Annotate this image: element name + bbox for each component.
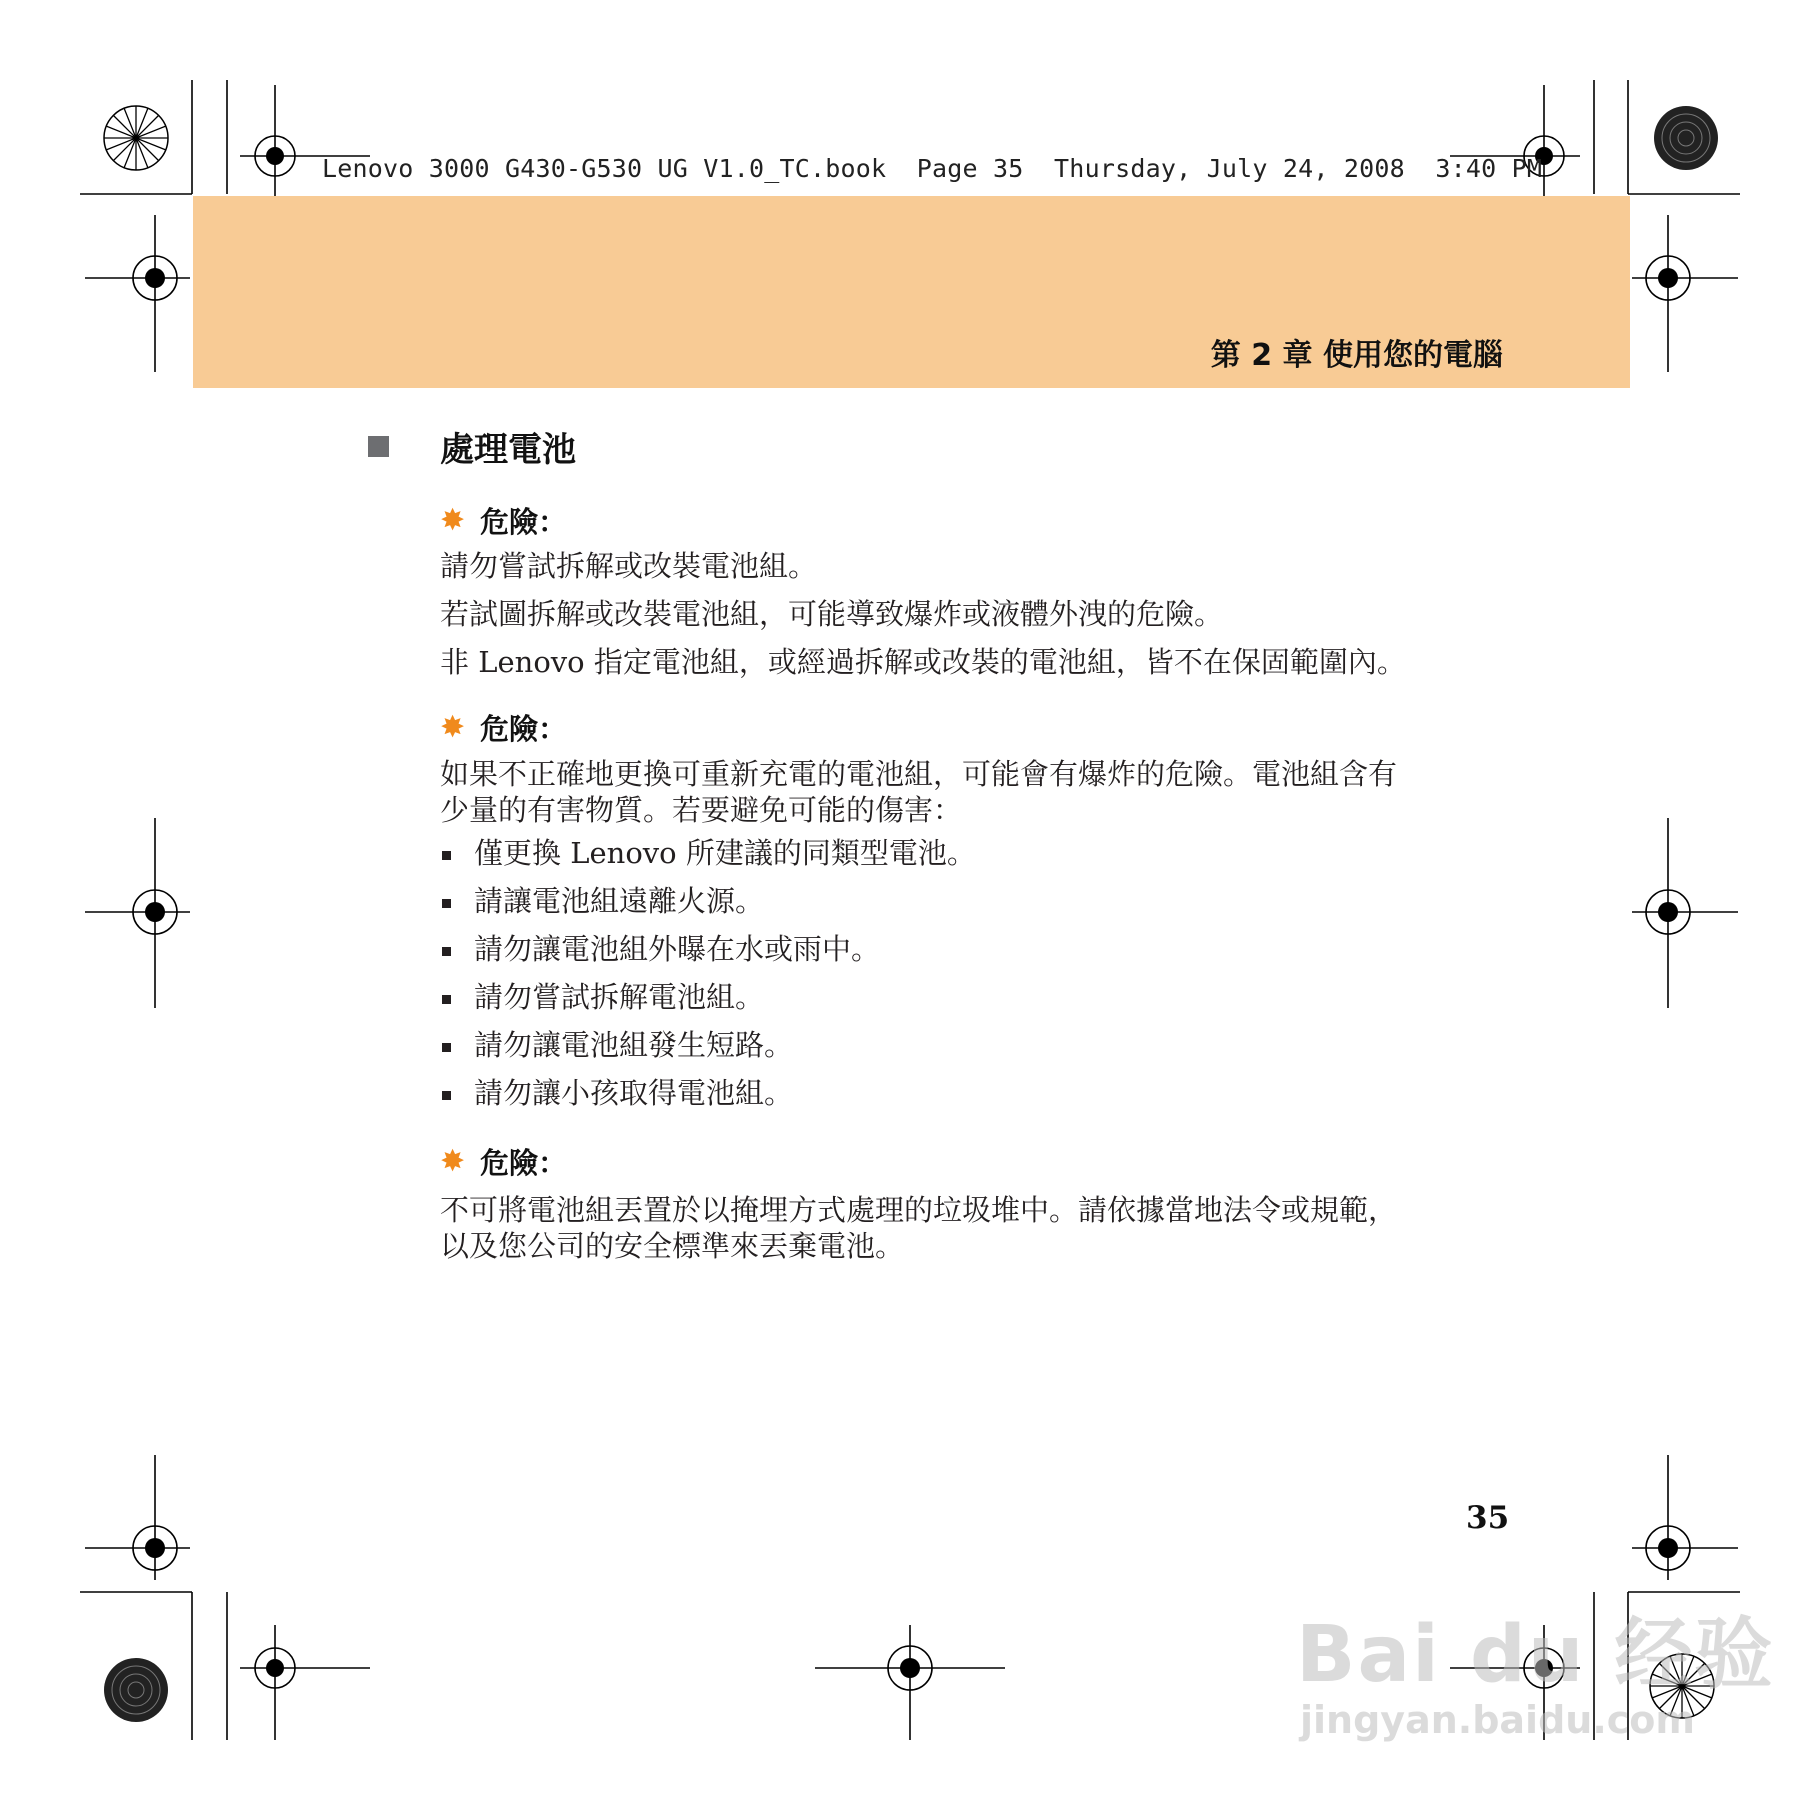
- asterisk-star-icon: ✸: [440, 710, 466, 745]
- section-title: 處理電池: [440, 430, 576, 470]
- danger-label: 危險：: [480, 712, 568, 746]
- list-item-text: 僅更換 Lenovo 所建議的同類型電池。: [474, 836, 976, 870]
- list-item-text: 請勿嘗試拆解電池組。: [474, 980, 765, 1014]
- list-item: [440, 883, 1520, 931]
- page-number: 35: [1466, 1500, 1510, 1536]
- list-item: [440, 1075, 1520, 1123]
- watermark-logo: Bai du 经验: [1296, 1610, 1775, 1700]
- list-item-text: 請讓電池組遠離火源。: [474, 884, 765, 918]
- list-item-text: 請勿讓電池組外曝在水或雨中。: [474, 932, 881, 966]
- danger-heading: [440, 500, 567, 541]
- square-bullet-icon: [442, 851, 451, 860]
- chapter-title: 第 2 章 使用您的電腦: [1210, 338, 1503, 373]
- text-line: 以及您公司的安全標準來丟棄電池。: [440, 1229, 905, 1263]
- text-line: 少量的有害物質。若要避免可能的傷害：: [440, 793, 963, 827]
- text-line: 非 Lenovo 指定電池組，或經過拆解或改裝的電池組，皆不在保固範圍內。: [440, 645, 1406, 679]
- square-bullet-icon: [442, 1091, 451, 1100]
- danger-heading: [440, 707, 567, 748]
- watermark-url: jingyan.baidu.com: [1300, 1698, 1695, 1742]
- list-item-text: 請勿讓電池組發生短路。: [474, 1028, 794, 1062]
- asterisk-star-icon: ✸: [440, 503, 466, 538]
- danger-text-1: [440, 548, 1520, 692]
- danger-text-2: [440, 756, 1520, 828]
- square-bullet-icon: [442, 1043, 451, 1052]
- list-item: [440, 979, 1520, 1027]
- list-item: [440, 931, 1520, 979]
- precaution-list: [440, 835, 1520, 1123]
- print-slug-header: Lenovo 3000 G430-G530 UG V1.0_TC.book Page 35 Thursday, July 24, 2008 3:40 PM: [322, 154, 1543, 183]
- list-item: [440, 835, 1520, 883]
- square-bullet-icon: [368, 436, 389, 457]
- danger-label: 危險：: [480, 1146, 568, 1180]
- text-line: 如果不正確地更換可重新充電的電池組，可能會有爆炸的危險。電池組含有: [440, 757, 1398, 791]
- asterisk-star-icon: ✸: [440, 1144, 466, 1179]
- square-bullet-icon: [442, 899, 451, 908]
- square-bullet-icon: [442, 947, 451, 956]
- text-line: 若試圖拆解或改裝電池組，可能導致爆炸或液體外洩的危險。: [440, 597, 1224, 631]
- text-line: 請勿嘗試拆解或改裝電池組。: [440, 549, 818, 583]
- danger-heading: [440, 1141, 567, 1182]
- square-bullet-icon: [442, 995, 451, 1004]
- text-line: 不可將電池組丟置於以掩埋方式處理的垃圾堆中。請依據當地法令或規範，: [440, 1193, 1398, 1227]
- list-item: [440, 1027, 1520, 1075]
- danger-label: 危險：: [480, 505, 568, 539]
- list-item-text: 請勿讓小孩取得電池組。: [474, 1076, 794, 1110]
- danger-text-3: [440, 1192, 1520, 1264]
- baidu-watermark: [1296, 1592, 1775, 1742]
